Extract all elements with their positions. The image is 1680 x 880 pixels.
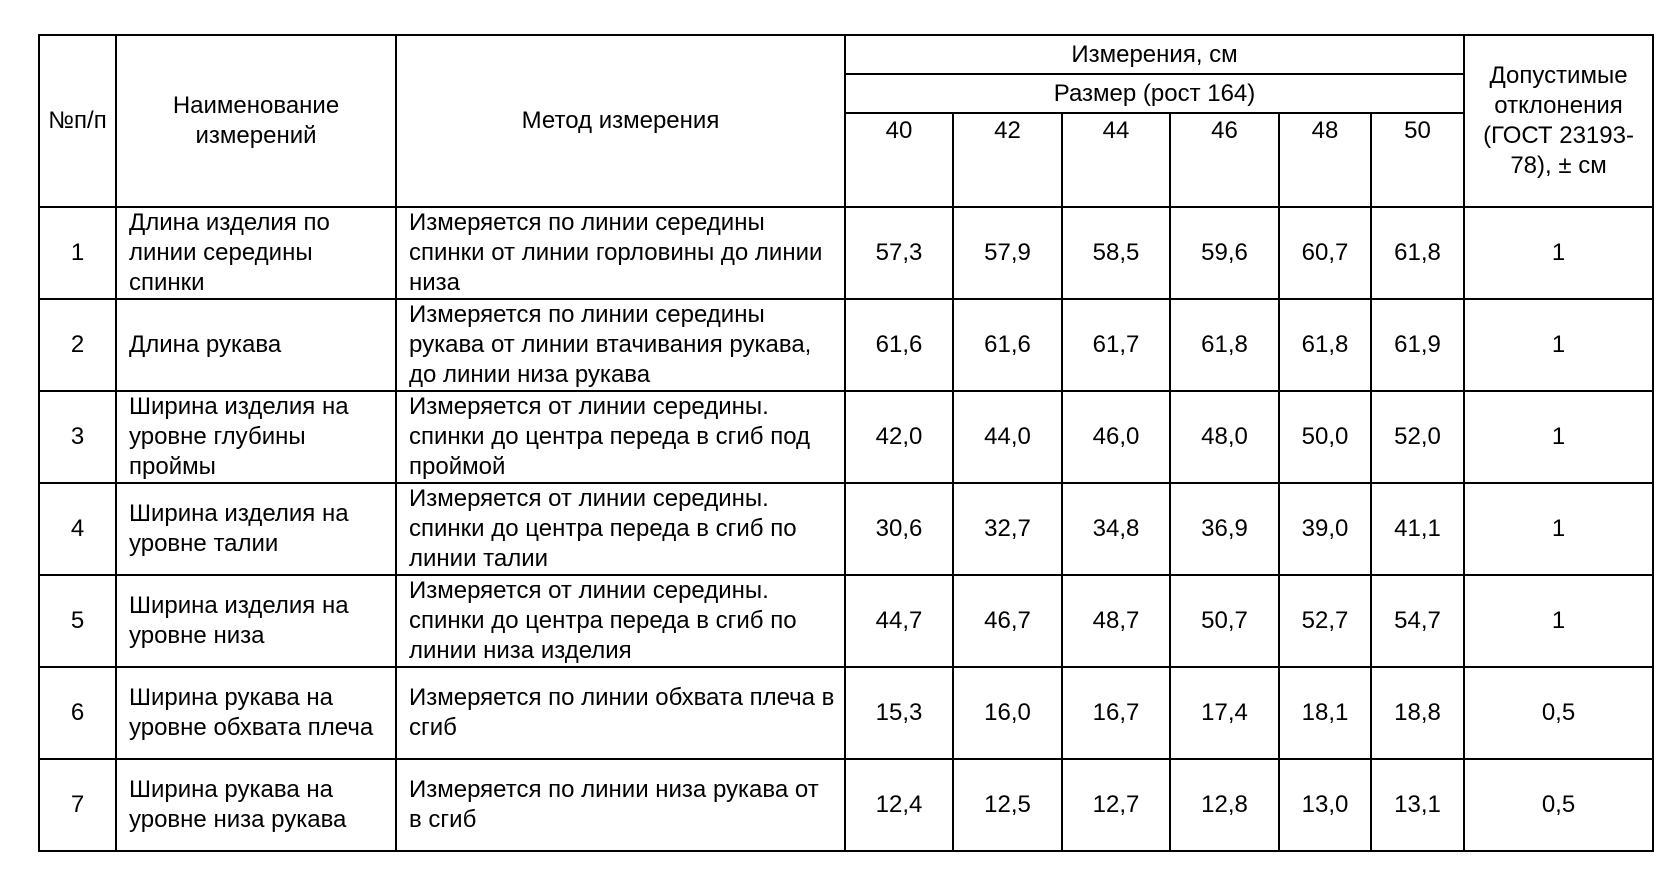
size-value-46: 61,8 — [1170, 299, 1279, 391]
size-value-50: 18,8 — [1371, 667, 1464, 759]
table-row — [39, 759, 1653, 851]
tolerance-value: 1 — [1464, 391, 1653, 483]
size-value-44: 16,7 — [1062, 667, 1170, 759]
row-number: 4 — [39, 483, 116, 575]
header-size-44: 44 — [1062, 113, 1170, 207]
row-number: 1 — [39, 207, 116, 299]
header-size-42: 42 — [953, 113, 1062, 207]
tolerance-value: 0,5 — [1464, 667, 1653, 759]
size-value-50: 13,1 — [1371, 759, 1464, 851]
size-value-44: 61,7 — [1062, 299, 1170, 391]
tolerance-value: 1 — [1464, 207, 1653, 299]
measurement-name: Ширина изделия на уровне талии — [116, 483, 396, 575]
size-value-46: 48,0 — [1170, 391, 1279, 483]
header-size-50: 50 — [1371, 113, 1464, 207]
header-size-48: 48 — [1279, 113, 1371, 207]
row-number: 2 — [39, 299, 116, 391]
header-tolerance: Допустимые отклонения (ГОСТ 23193-78), ± см — [1464, 35, 1653, 207]
measurement-method: Измеряется от линии середины. спинки до центра переда в сгиб по линии низа изделия — [396, 575, 845, 667]
measurement-name: Ширина рукава на уровне низа рукава — [116, 759, 396, 851]
size-value-46: 17,4 — [1170, 667, 1279, 759]
size-value-46: 50,7 — [1170, 575, 1279, 667]
size-value-50: 61,9 — [1371, 299, 1464, 391]
table-row — [39, 483, 1653, 575]
size-value-48: 60,7 — [1279, 207, 1371, 299]
table-row — [39, 299, 1653, 391]
table-body — [39, 207, 1653, 851]
size-value-50: 61,8 — [1371, 207, 1464, 299]
size-value-40: 61,6 — [845, 299, 953, 391]
tolerance-value: 1 — [1464, 575, 1653, 667]
size-value-46: 12,8 — [1170, 759, 1279, 851]
row-number: 7 — [39, 759, 116, 851]
size-value-50: 52,0 — [1371, 391, 1464, 483]
size-value-50: 41,1 — [1371, 483, 1464, 575]
tolerance-value: 1 — [1464, 299, 1653, 391]
size-value-50: 54,7 — [1371, 575, 1464, 667]
measurement-name: Длина изделия по линии середины спинки — [116, 207, 396, 299]
size-value-42: 32,7 — [953, 483, 1062, 575]
size-value-40: 44,7 — [845, 575, 953, 667]
size-value-46: 36,9 — [1170, 483, 1279, 575]
size-value-48: 50,0 — [1279, 391, 1371, 483]
row-number: 5 — [39, 575, 116, 667]
size-value-42: 44,0 — [953, 391, 1062, 483]
size-value-48: 18,1 — [1279, 667, 1371, 759]
measurement-name: Ширина рукава на уровне обхвата плеча — [116, 667, 396, 759]
table-row — [39, 391, 1653, 483]
measurement-method: Измеряется от линии середины. спинки до центра переда в сгиб по линии талии — [396, 483, 845, 575]
size-value-44: 48,7 — [1062, 575, 1170, 667]
size-value-40: 15,3 — [845, 667, 953, 759]
size-value-44: 58,5 — [1062, 207, 1170, 299]
header-method: Метод измерения — [396, 35, 845, 207]
measurement-method: Измеряется по линии середины спинки от линии горловины до линии низа — [396, 207, 845, 299]
size-value-42: 12,5 — [953, 759, 1062, 851]
size-value-42: 16,0 — [953, 667, 1062, 759]
size-value-48: 39,0 — [1279, 483, 1371, 575]
measurement-name: Длина рукава — [116, 299, 396, 391]
size-value-40: 12,4 — [845, 759, 953, 851]
header-num: №п/п — [39, 35, 116, 207]
measurement-method: Измеряется по линии обхвата плеча в сгиб — [396, 667, 845, 759]
size-value-46: 59,6 — [1170, 207, 1279, 299]
measurement-method: Измеряется по линии низа рукава от в сгиб — [396, 759, 845, 851]
size-value-48: 13,0 — [1279, 759, 1371, 851]
measurement-method: Измеряется по линии середины рукава от линии втачивания рукава, до линии низа рукава — [396, 299, 845, 391]
size-value-42: 61,6 — [953, 299, 1062, 391]
size-value-40: 42,0 — [845, 391, 953, 483]
header-name: Наименование измерений — [116, 35, 396, 207]
size-value-40: 57,3 — [845, 207, 953, 299]
header-size-group: Размер (рост 164) — [845, 74, 1464, 113]
size-value-42: 46,7 — [953, 575, 1062, 667]
size-value-42: 57,9 — [953, 207, 1062, 299]
size-value-44: 12,7 — [1062, 759, 1170, 851]
size-value-48: 61,8 — [1279, 299, 1371, 391]
size-value-40: 30,6 — [845, 483, 953, 575]
size-value-44: 34,8 — [1062, 483, 1170, 575]
row-number: 6 — [39, 667, 116, 759]
table-row — [39, 667, 1653, 759]
table-row — [39, 207, 1653, 299]
tolerance-value: 0,5 — [1464, 759, 1653, 851]
header-size-46: 46 — [1170, 113, 1279, 207]
size-value-44: 46,0 — [1062, 391, 1170, 483]
row-number: 3 — [39, 391, 116, 483]
measurements-table — [38, 34, 1654, 852]
measurement-name: Ширина изделия на уровне низа — [116, 575, 396, 667]
measurement-method: Измеряется от линии середины. спинки до центра переда в сгиб под проймой — [396, 391, 845, 483]
measurement-name: Ширина изделия на уровне глубины проймы — [116, 391, 396, 483]
header-measurements-group: Измерения, см — [845, 35, 1464, 74]
table-row — [39, 575, 1653, 667]
tolerance-value: 1 — [1464, 483, 1653, 575]
size-value-48: 52,7 — [1279, 575, 1371, 667]
header-size-40: 40 — [845, 113, 953, 207]
